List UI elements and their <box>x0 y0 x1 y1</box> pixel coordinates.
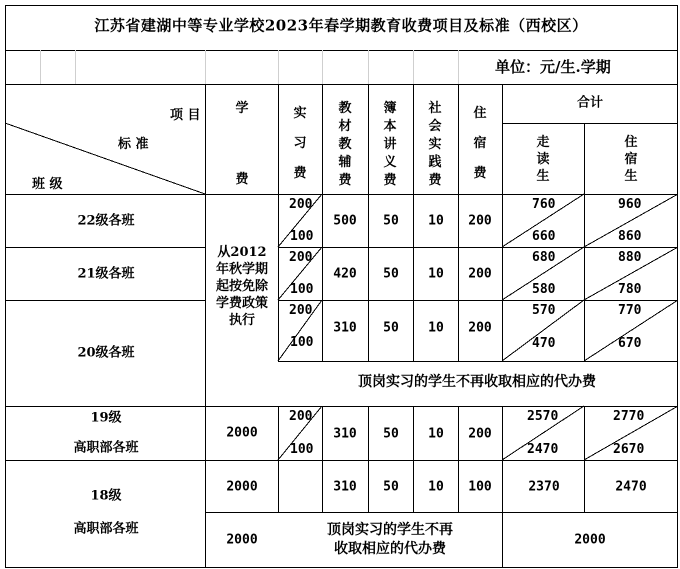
row-19-social: 10 <box>428 426 444 442</box>
row-20-board-top: 770 <box>618 303 642 318</box>
row-20-intern-bottom: 100 <box>290 335 314 350</box>
row-21-day-top: 680 <box>532 250 556 265</box>
header-day-student: 走读生 <box>536 135 550 184</box>
unit-label: 单位：元/生.学期 <box>495 58 611 76</box>
row-21-workbook: 50 <box>383 266 399 282</box>
row-19-intern-top: 200 <box>289 409 313 424</box>
row-22-textbook: 500 <box>333 213 357 229</box>
row-19-day-bottom: 2470 <box>527 442 559 457</box>
header-workbook: 簿本讲义费 <box>383 101 397 188</box>
header-total: 合计 <box>576 95 604 111</box>
row-18-dorm: 100 <box>468 479 492 495</box>
row-20-textbook: 310 <box>333 320 357 336</box>
row-18-social: 10 <box>428 479 444 495</box>
row-18b-total: 2000 <box>574 532 606 548</box>
row-19-dorm: 200 <box>468 426 492 442</box>
row-21-textbook: 420 <box>333 266 357 282</box>
row-22-dorm: 200 <box>468 213 492 229</box>
row-19-label-1: 19级 <box>90 410 122 426</box>
row-18-label-1: 18级 <box>90 488 122 504</box>
row-20-day-bottom: 470 <box>532 336 556 351</box>
page-title: 江苏省建湖中等专业学校2023年春学期教育收费项目及标准（西校区） <box>94 16 588 35</box>
row-22-social: 10 <box>428 213 444 229</box>
row-20-note: 顶岗实习的学生不再收取相应的代办费 <box>358 374 596 390</box>
row-20-social: 10 <box>428 320 444 336</box>
row-21-intern-top: 200 <box>289 250 313 265</box>
row-20-workbook: 50 <box>383 320 399 336</box>
row-18-workbook: 50 <box>383 479 399 495</box>
row-22-workbook: 50 <box>383 213 399 229</box>
row-18b-tuition: 2000 <box>226 532 258 548</box>
row-18-label-2: 高职部各班 <box>73 521 139 537</box>
row-19-tuition: 2000 <box>226 425 258 441</box>
row-18-textbook: 310 <box>333 479 357 495</box>
row-19-workbook: 50 <box>383 426 399 442</box>
row-21-dorm: 200 <box>468 266 492 282</box>
header-social: 社会实践费 <box>428 101 442 188</box>
row-21-day-bottom: 580 <box>532 282 556 297</box>
header-standard-label: 标 准 <box>118 137 149 152</box>
row-22-board-top: 960 <box>618 197 642 212</box>
row-21-social: 10 <box>428 266 444 282</box>
header-internship: 实习费 <box>293 106 307 181</box>
row-21-board-bottom: 780 <box>618 282 642 297</box>
row-18-day-total: 2370 <box>528 479 560 495</box>
row-19-board-bottom: 2670 <box>613 442 645 457</box>
row-18b-note-1: 顶岗实习的学生不再 <box>327 522 453 538</box>
row-19-day-top: 2570 <box>527 409 559 424</box>
row-22-board-bottom: 860 <box>618 229 642 244</box>
row-22-intern-top: 200 <box>289 197 313 212</box>
row-20-day-top: 570 <box>532 303 556 318</box>
row-22-intern-bottom: 100 <box>290 229 314 244</box>
header-class-label: 班 级 <box>32 177 63 192</box>
row-22-label: 22级各班 <box>77 213 135 229</box>
header-tuition: 学 费 <box>235 101 249 187</box>
row-22-day-bottom: 660 <box>532 229 556 244</box>
row-19-textbook: 310 <box>333 426 357 442</box>
row-19-label-2: 高职部各班 <box>73 440 139 456</box>
row-20-board-bottom: 670 <box>618 336 642 351</box>
row-19-board-top: 2770 <box>613 409 645 424</box>
row-21-board-top: 880 <box>618 250 642 265</box>
row-18-tuition: 2000 <box>226 479 258 495</box>
row-21-intern-bottom: 100 <box>290 282 314 297</box>
row-22-day-top: 760 <box>532 197 556 212</box>
header-item-label: 项 目 <box>170 108 201 123</box>
row-20-label: 20级各班 <box>77 345 135 361</box>
row-21-label: 21级各班 <box>77 266 135 282</box>
row-20-dorm: 200 <box>468 320 492 336</box>
row-19-intern-bottom: 100 <box>290 442 314 457</box>
header-textbook: 教材教辅费 <box>338 101 352 188</box>
row-18-board-total: 2470 <box>615 479 647 495</box>
header-dorm: 住宿费 <box>473 106 487 181</box>
header-boarding-student: 住宿生 <box>624 135 638 184</box>
row-18b-note-2: 收取相应的代办费 <box>334 541 446 557</box>
tuition-waiver-note: 从2012年秋学期起按免除学费政策执行 <box>215 245 268 328</box>
row-20-intern-top: 200 <box>289 303 313 318</box>
